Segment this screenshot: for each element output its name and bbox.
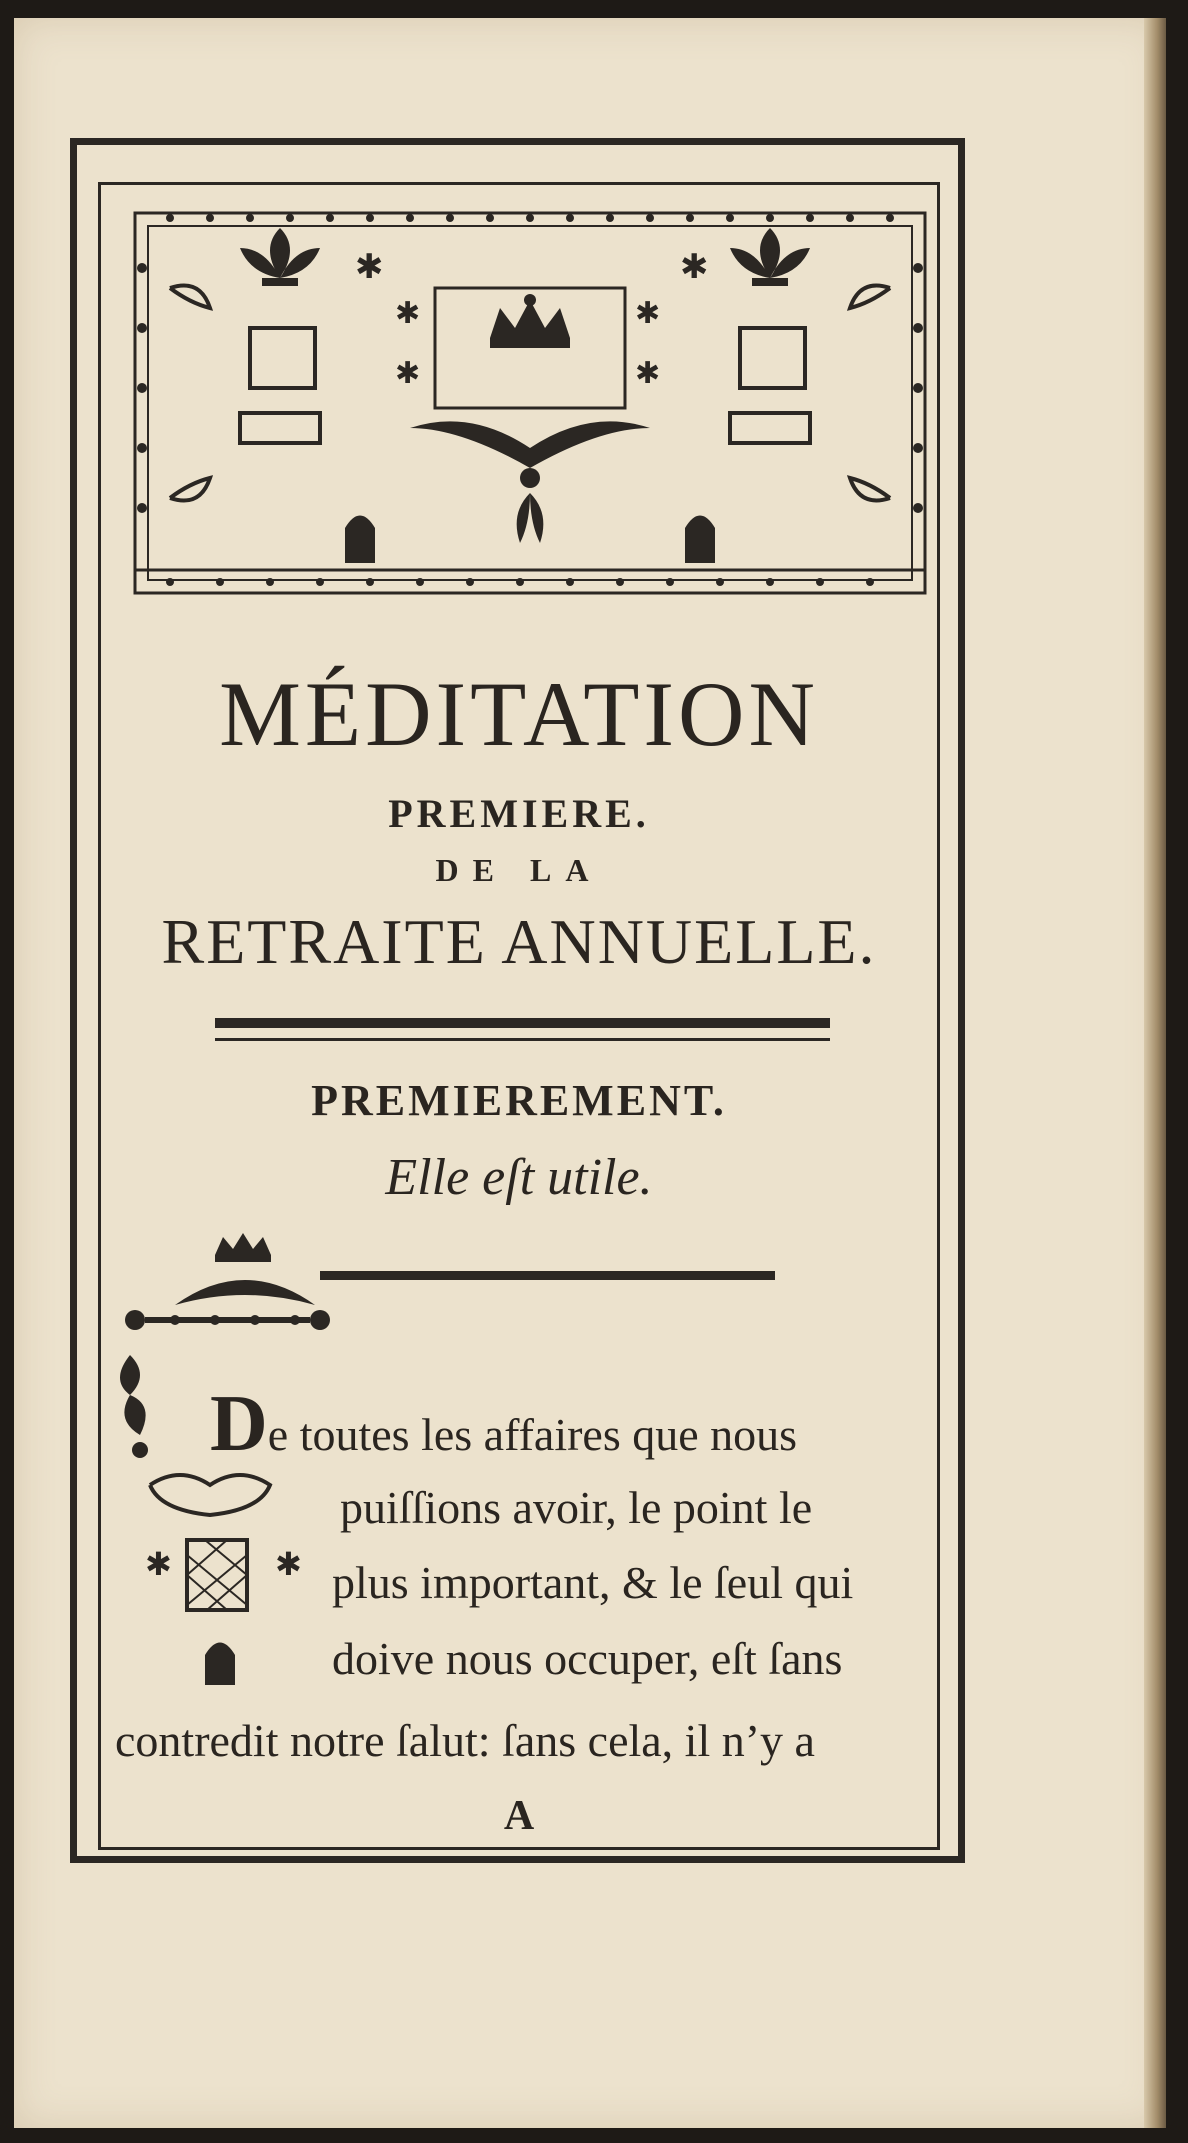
svg-text:✱: ✱ xyxy=(635,356,661,391)
svg-text:✱: ✱ xyxy=(275,1545,302,1583)
fleur-de-lis-icon xyxy=(730,228,810,286)
svg-text:✱: ✱ xyxy=(395,296,421,331)
body-line-5: contredit notre ſalut: ſans cela, il n’y a xyxy=(115,1715,815,1766)
star-ornaments xyxy=(145,1545,302,1583)
frieze-bottom-ornament xyxy=(166,578,874,586)
signature-mark: A xyxy=(503,1793,535,1839)
corner-scroll-ornament xyxy=(850,478,890,501)
headpiece-ornament xyxy=(130,208,930,598)
section-subheading: Elle eſt utile. xyxy=(385,1149,653,1206)
body-line-1 xyxy=(210,1380,798,1468)
body-line-3: plus important, & le ſeul qui xyxy=(332,1557,854,1608)
tassel-icon xyxy=(685,516,715,564)
page-title: MÉDITATION xyxy=(219,663,819,765)
frieze-top-ornament xyxy=(166,214,894,222)
corner-scroll-ornament xyxy=(170,286,210,309)
corner-scroll-ornament xyxy=(170,478,210,501)
body-line-2: puiſſions avoir, le point le xyxy=(340,1482,813,1533)
body-line-4: doive nous occuper, eſt ſans xyxy=(332,1633,843,1684)
pedestal-frame-ornament xyxy=(250,328,315,388)
corner-scroll-ornament xyxy=(850,286,890,309)
plinth-ornament xyxy=(730,413,810,443)
tassel-icon xyxy=(205,1643,235,1686)
title-subtitle: PREMIERE. xyxy=(388,791,650,836)
vine-scroll-ornament xyxy=(120,1355,148,1458)
svg-text:✱: ✱ xyxy=(635,296,661,331)
arch-scroll-ornament xyxy=(175,1280,315,1305)
double-rule-thick xyxy=(215,1018,830,1028)
tassel-icon xyxy=(345,516,375,564)
chain-scroll-ornament xyxy=(150,1475,270,1515)
svg-text:✱: ✱ xyxy=(355,247,384,287)
body-line-1-text: e toutes les affaires que nous xyxy=(267,1409,798,1460)
title-retraite: RETRAITE ANNUELLE. xyxy=(161,906,877,977)
crown-icon xyxy=(490,294,570,348)
wing-scroll-ornament xyxy=(410,421,650,543)
section-rule xyxy=(320,1271,775,1280)
svg-text:✱: ✱ xyxy=(395,356,421,391)
floral-band-ornament xyxy=(125,1310,330,1330)
fleur-de-lis-icon xyxy=(240,228,320,286)
drop-cap: D xyxy=(210,1380,268,1468)
section-heading: PREMIEREMENT. xyxy=(311,1076,727,1125)
double-rule-thin xyxy=(215,1038,830,1041)
pedestal-frame-ornament xyxy=(740,328,805,388)
title-connector: DE LA xyxy=(435,852,603,888)
svg-text:✱: ✱ xyxy=(680,247,709,287)
plinth-ornament xyxy=(240,413,320,443)
crown-icon xyxy=(215,1233,271,1262)
svg-text:✱: ✱ xyxy=(145,1545,172,1583)
page-spine-edge xyxy=(1144,18,1166,2128)
